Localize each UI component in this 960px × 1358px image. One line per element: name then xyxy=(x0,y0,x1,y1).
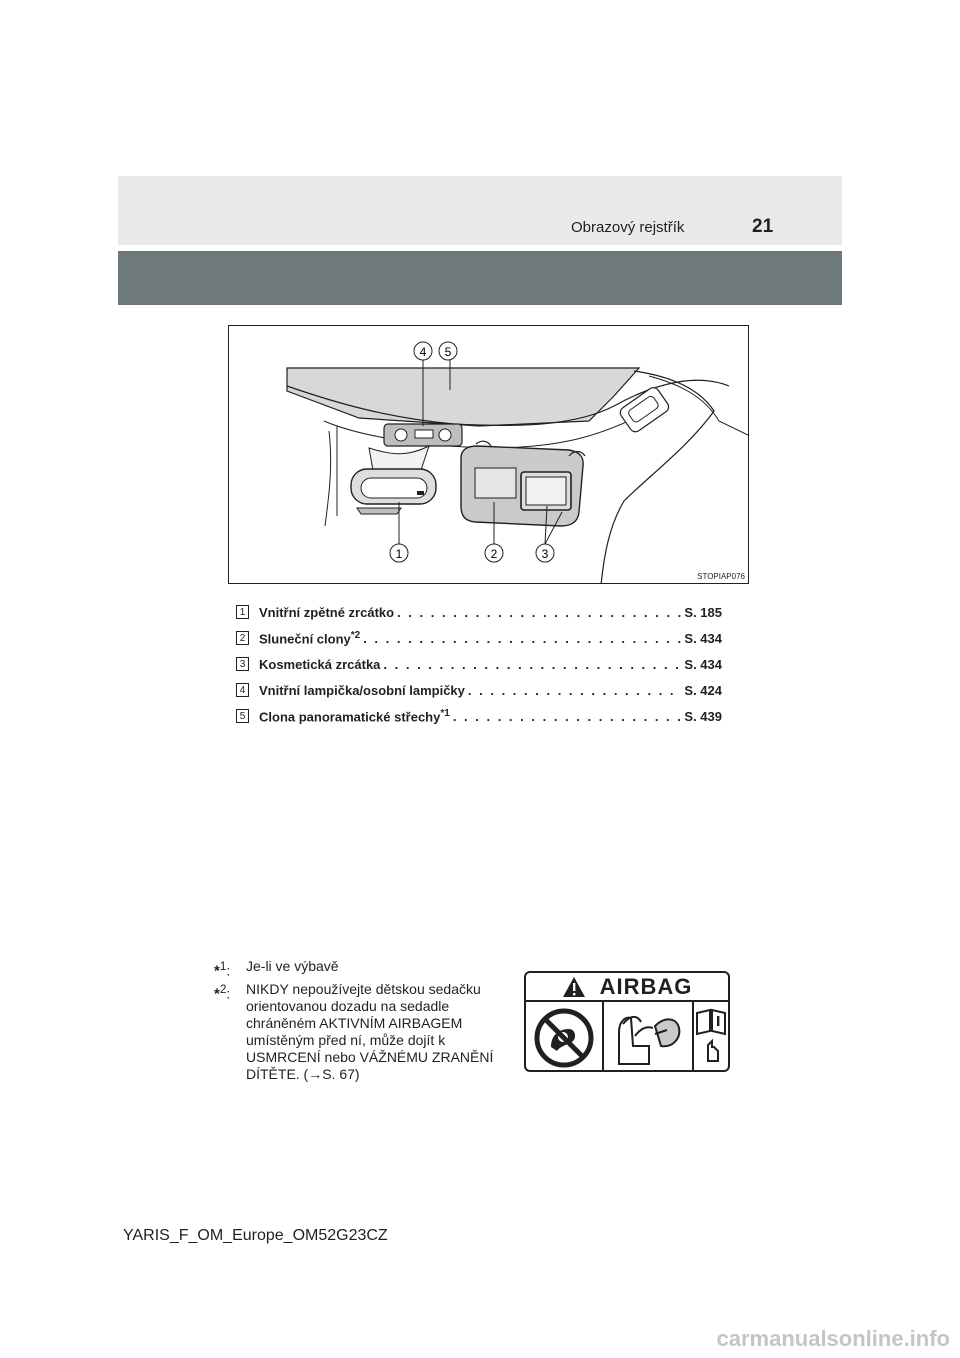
component-list xyxy=(236,599,722,729)
item-label: Sluneční clony$^{*2}$ xyxy=(259,629,361,647)
watermark: carmanualsonline.info xyxy=(716,1326,950,1351)
illustration-drawing xyxy=(229,326,749,584)
footnote-mark: *$^1$: xyxy=(214,960,231,980)
header-bar xyxy=(118,176,842,245)
list-item[interactable] xyxy=(236,625,722,651)
item-number: 2 xyxy=(236,631,249,645)
document-code: YARIS_F_OM_Europe_OM52G23CZ xyxy=(123,1227,388,1244)
footnote xyxy=(214,958,504,980)
footnote-mark: *$^2$: xyxy=(214,983,231,1003)
callout-2: 2 xyxy=(490,547,498,561)
item-number: 3 xyxy=(236,657,249,671)
interior-ceiling-illustration xyxy=(228,325,749,584)
section-title: Obrazový rejstřík xyxy=(571,219,685,236)
footnote-text: Je-li ve výbavě xyxy=(246,958,339,974)
item-label: Vnitřní zpětné zrcátko xyxy=(259,604,395,620)
page-reference[interactable]: S. 424 xyxy=(684,682,722,698)
warning-triangle-icon xyxy=(562,976,586,998)
airbag-pictograms xyxy=(526,1002,728,1072)
page-reference[interactable]: S. 434 xyxy=(684,630,722,646)
item-label: Vnitřní lampička/osobní lampičky xyxy=(259,682,465,698)
airbag-deployment-icon xyxy=(604,1002,694,1072)
airbag-warning-label xyxy=(524,971,730,1072)
figure-code: STOPIAP076 xyxy=(697,572,745,581)
prohibited-child-seat-icon xyxy=(526,1002,604,1072)
section-band xyxy=(118,251,842,305)
callout-3: 3 xyxy=(541,547,549,561)
airbag-label-header xyxy=(526,973,728,1002)
list-item[interactable] xyxy=(236,651,722,677)
callout-4: 4 xyxy=(419,345,427,359)
page-number: 21 xyxy=(752,216,774,237)
item-label: Kosmetická zrcátka xyxy=(259,656,381,672)
item-number: 1 xyxy=(236,605,249,619)
footnote-marker: *2 xyxy=(350,629,361,641)
read-manual-icon xyxy=(694,1002,728,1072)
page-reference[interactable]: S. 439 xyxy=(684,708,722,724)
footnotes xyxy=(214,958,504,1089)
leader-dots xyxy=(363,631,681,646)
list-item[interactable] xyxy=(236,703,722,729)
footnote-text: NIKDY nepoužívejte dětskou sedačku orientovanou dozadu na sedadle chráněném AKTIVNÍM AIRBAGEM umístěným před ní, může dojít k USMRCENÍ nebo VÁŽNÉMU ZRANĚNÍ DÍTĚTE. (→S. 67) xyxy=(246,981,494,1082)
page-reference[interactable]: S. 434 xyxy=(684,656,722,672)
callout-5: 5 xyxy=(444,345,452,359)
leader-dots xyxy=(468,683,682,698)
page-reference[interactable]: S. 185 xyxy=(684,604,722,620)
item-label: Clona panoramatické střechy$^{*1}$ xyxy=(259,707,450,725)
leader-dots xyxy=(383,657,681,672)
item-number: 5 xyxy=(236,709,249,723)
footnote-marker: *1 xyxy=(440,707,450,719)
airbag-word: AIRBAG xyxy=(599,973,693,999)
list-item[interactable] xyxy=(236,599,722,625)
list-item[interactable] xyxy=(236,677,722,703)
item-number: 4 xyxy=(236,683,249,697)
leader-dots xyxy=(453,709,682,724)
callout-1: 1 xyxy=(395,547,403,561)
leader-dots xyxy=(397,605,681,620)
footnote xyxy=(214,981,504,1083)
